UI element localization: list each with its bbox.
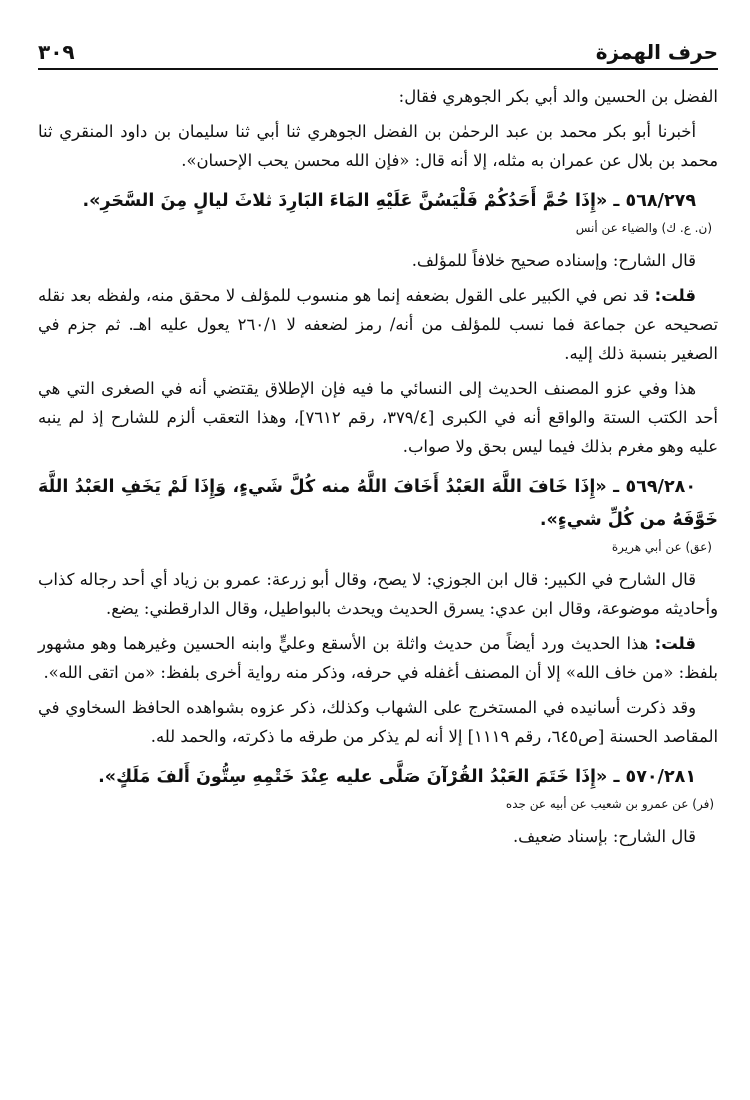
hadith-279-source: (ن. ع. ك) والضياء عن أنس bbox=[575, 221, 712, 235]
hadith-279: ٥٦٨/٢٧٩ ـ «إِذَا حُمَّ أَحَدُكُمْ فَلْيَسُنَّ عَلَيْهِ المَاءَ البَارِدَ ثلاثَ ليالٍ مِنَ السَّحَرِ». bbox=[82, 191, 696, 211]
qultu-label-2: قلت: bbox=[654, 634, 696, 653]
qultu-label-1: قلت: bbox=[654, 286, 696, 305]
author-note-3-text: هذا الحديث ورد أيضاً من حديث واثلة بن الأسقع وعليٍّ وابنه الحسين وغيرهما وهو مشهور بلفظ: «من خاف الله» إلا أن المصنف أغفله في حرفه، وذكر منه رواية أخرى بلفظ: «من اتقى الله». bbox=[38, 634, 718, 682]
page-number: ٣٠٩ bbox=[38, 40, 75, 64]
hadith-280-source: (عق) عن أبي هريرة bbox=[611, 540, 712, 554]
commentator-note-3: قال الشارح: بإسناد ضعيف. bbox=[512, 827, 696, 846]
author-note-3 bbox=[38, 629, 718, 687]
author-note-2: هذا وفي عزو المصنف الحديث إلى النسائي ما فيه فإن الإطلاق يقتضي أنه في الصغرى التي هي أحد الكتب الستة والواقع أنه في الكبرى [٣٧٩/٤، رقم ٧٦١٢]، وهذا التعقب ألزم للشارح إذ لم ينبه عليه وهو مغرم بذلك فيما ليس بحق ولا صواب. bbox=[38, 379, 718, 456]
author-note-1-text: قد نص في الكبير على القول بضعفه إنما هو منسوب للمؤلف لا محقق منه، ولفظه بعد نقله تصحيحه عن جماعة فما نسب للمؤلف من أنه/ رمز لضعفه لا ٢٦٠/١ يعول عليه اهـ. ثم جزم في الصغير بنسبة ذلك إليه. bbox=[38, 286, 718, 363]
commentator-note-2: قال الشارح في الكبير: قال ابن الجوزي: لا يصح، وقال أبو زرعة: عمرو بن زياد أي أحد رجاله كذاب وأحاديثه موضوعة، وقال ابن عدي: يسرق الحديث ويحدث بالبواطيل، وقال الدارقطني: يضع. bbox=[38, 570, 718, 618]
hadith-281-source: (فر) عن عمرو بن شعيب عن أبيه عن جده bbox=[505, 797, 714, 811]
paragraph-chain: أخبرنا أبو بكر محمد بن عبد الرحمٰن بن الفضل الجوهري ثنا أبي ثنا سليمان بن داود المنقري ثنا محمد بن بلال عن عمران به مثله، إلا أنه قال: «فإن الله محسن يحب الإحسان». bbox=[38, 122, 718, 170]
author-note-1 bbox=[38, 281, 718, 368]
hadith-281: ٥٧٠/٢٨١ ـ «إِذَا خَتَمَ العَبْدُ القُرْآنَ صَلَّى عليه عِنْدَ خَتْمِهِ سِتُّونَ أَلفَ مَلَكٍ». bbox=[98, 767, 696, 787]
page-header bbox=[38, 40, 718, 70]
hadith-280: ٥٦٩/٢٨٠ ـ «إِذَا خَافَ اللَّهَ العَبْدُ أَخَافَ اللَّهُ منه كُلَّ شَيءٍ، وَإِذَا لَمْ يَخَفِ العَبْدُ اللَّهَ خَوَّفَهُ من كُلِّ شيءٍ». bbox=[38, 477, 718, 530]
chapter-title: حرف الهمزة bbox=[595, 40, 718, 64]
paragraph-intro: الفضل بن الحسين والد أبي بكر الجوهري فقال: bbox=[398, 87, 718, 106]
author-note-4: وقد ذكرت أسانيده في المستخرج على الشهاب وكذلك، ذكر عزوه بشواهده الحافظ السخاوي في المقاصد الحسنة [ص٦٤٥، رقم ١١١٩] إلا أنه لم يذكر من طرقه ما ذكرته، والحمد لله. bbox=[38, 698, 718, 746]
commentator-note-1: قال الشارح: وإسناده صحيح خلافاً للمؤلف. bbox=[411, 251, 696, 270]
page bbox=[38, 40, 718, 857]
